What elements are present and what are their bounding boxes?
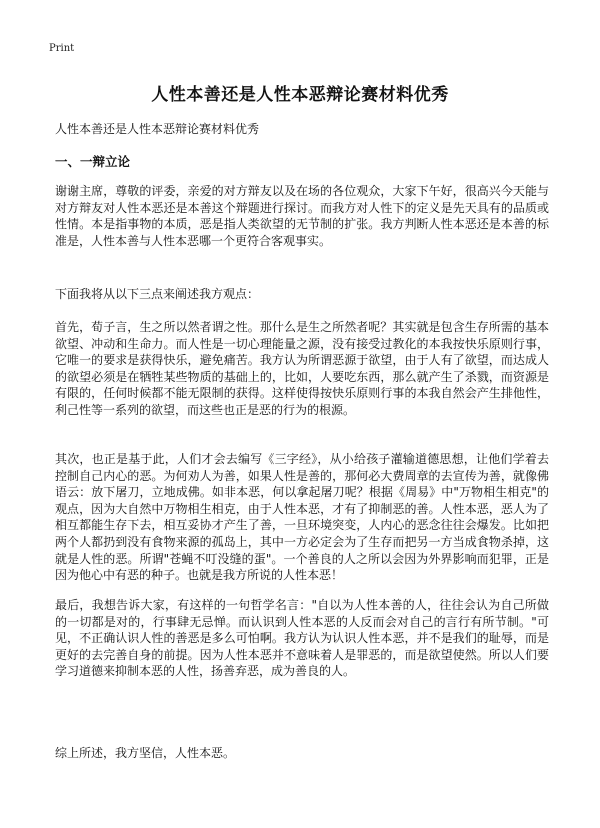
paragraph-first-point: 首先，荀子言，生之所以然者谓之性。那什么是生之所然者呢？其实就是包含生存所需的基本欲望、冲动和生命力。而人性是一切心理能量之源，没有接受过教化的本我按快乐原则行事，它唯一的要求是获得快乐，避免痛苦。我方认为所谓恶源于欲望，由于人有了欲望，而达成人的欲望必须是在牺牲某些物质的基础上的，比如，人要吃东西，那么就产生了杀戮，而资源是有限的，任何时候都不能无限制的获得。这样使得按快乐原则行事的本我自然会产生排他性，利己性等一系列的欲望，而这些也正是恶的行为的根源。: [55, 320, 549, 417]
paragraph-greeting: 谢谢主席，尊敬的评委，亲爱的对方辩友以及在场的各位观众，大家下午好，很高兴今天能与对方辩友对人性本恶还是本善这个辩题进行探讨。而我方对人性下的定义是先天具有的品质或性情。本是指事物的本质，恶是指人类欲望的无节制的扩张。我方判断人性本恶还是本善的标准是，人性本善与人性本恶哪一个更符合客观事实。: [55, 184, 549, 248]
paragraph-conclusion: 综上所述，我方坚信，人性本恶。: [55, 746, 236, 760]
document-title: 人性本善还是人性本恶辩论赛材料优秀: [151, 85, 449, 105]
paragraph-second-point: 其次，也正是基于此，人们才会去编写《三字经》，从小给孩子灌输道德思想，让他们学着去控制自己内心的恶。为何劝人为善，如果人性是善的，那何必大费周章的去宣传为善，就像佛语云：放下屠刀，立地成佛。如非本恶，何以拿起屠刀呢？根据《周易》中"万物相生相克"的观点，因为大自然中万物相生相克，由于人性本恶，才有了抑制恶的善。人性本恶，恶人为了相互都能生存下去，相互妥协才产生了善，一旦环境突变，人内心的恶念往往会爆发。比如把两个人都扔到没有食物来源的孤岛上，其中一方必定会为了生存而把另一方当成食物杀掉，这就是人性的恶。所谓"苍蝇不叮没缝的蛋"。一个善良的人之所以会因为外界影响而犯罪，正是因为他心中有恶的种子。也就是我方所说的人性本恶！: [55, 452, 549, 583]
print-link[interactable]: Print: [49, 43, 75, 54]
section-heading: 一、一辩立论: [55, 154, 131, 169]
paragraph-intro-points: 下面我将从以下三点来阐述我方观点：: [55, 287, 260, 301]
paragraph-third-point: 最后，我想告诉大家，有这样的一句哲学名言："自以为人性本善的人，往往会认为自己所做的一切都是对的，行事肆无忌惮。而认识到人性本恶的人反而会对自己的言行有所节制。"可见，不正确认识人性的善恶是多么可怕啊。我方认为认识人性本恶，并不是我们的耻辱，而是更好的去完善自身的前提。因为人性本恶并不意味着人是罪恶的，而是欲望使然。所以人们要学习道德来抑制本恶的人性，扬善弃恶，成为善良的人。: [55, 598, 549, 679]
document-subtitle: 人性本善还是人性本恶辩论赛材料优秀: [55, 122, 260, 136]
